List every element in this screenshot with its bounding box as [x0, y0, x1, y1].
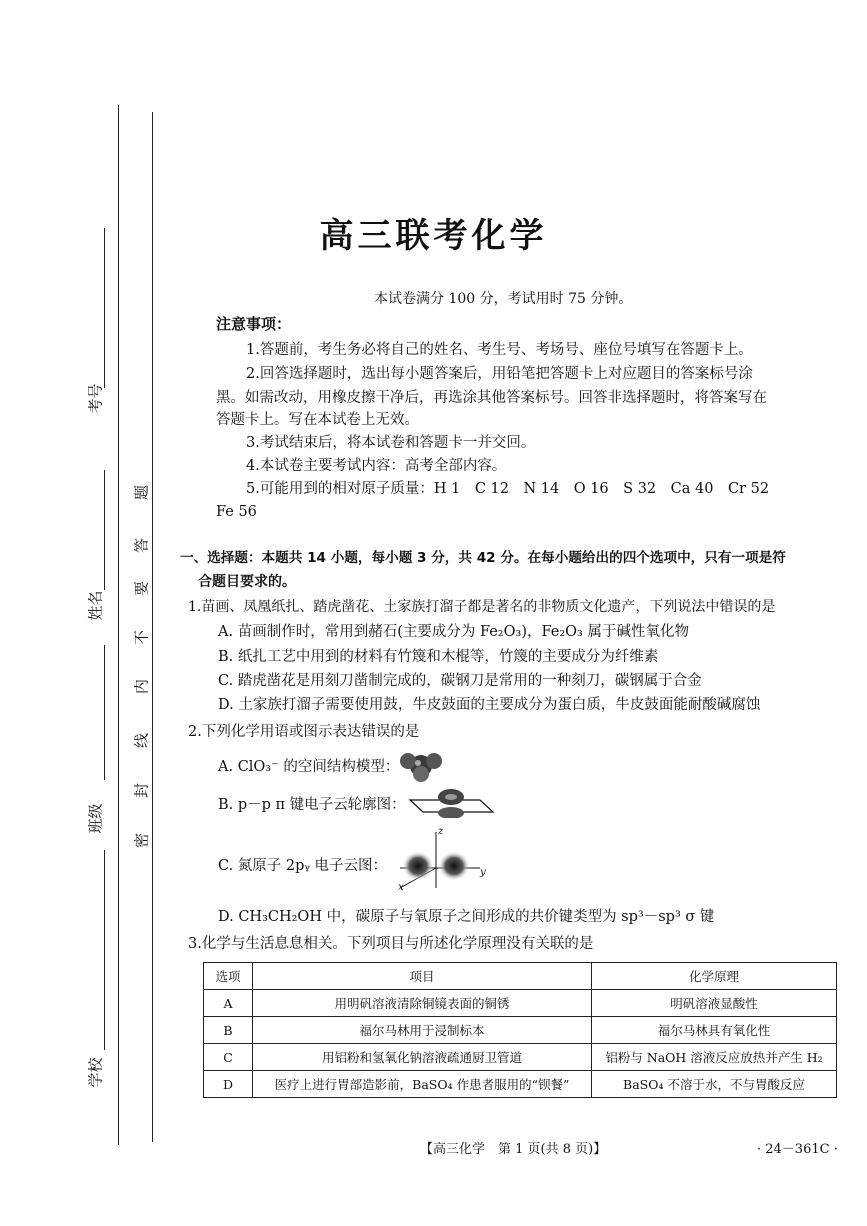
blank-line-school	[104, 850, 105, 1050]
pi-bond-orbital-image	[408, 788, 498, 818]
table-cell: 福尔马林用于浸制标本	[253, 1017, 592, 1044]
option-a: A. ClO₃⁻ 的空间结构模型：	[218, 759, 400, 775]
notes-item: 黑。如需改动，用橡皮擦干净后，再选涂其他答案标号。回答非选择题时，将答案写在	[216, 390, 767, 406]
axis-label-x: x	[398, 882, 404, 893]
blank-line-name	[104, 470, 105, 590]
table-row	[204, 1071, 837, 1098]
table-cell: 明矾溶液显酸性	[592, 990, 837, 1017]
footer-code: · 24－361C ·	[757, 1142, 838, 1157]
section-heading: 合题目要求的。	[198, 574, 296, 590]
notes-item: 4.本试卷主要考试内容：高考全部内容。	[246, 458, 507, 474]
table-cell: BaSO₄ 不溶于水，不与胃酸反应	[592, 1071, 837, 1098]
table-row	[204, 1017, 837, 1044]
notes-item: 1.答题前，考生务必将自己的姓名、考生号、考场号、座位号填写在答题卡上。	[246, 342, 753, 358]
table-cell: 福尔马林具有氧化性	[592, 1017, 837, 1044]
option-b: B. 纸扎工艺中用到的材料有竹篾和木棍等，竹篾的主要成分为纤维素	[218, 649, 659, 665]
table-cell: 医疗上进行胃部造影前，BaSO₄ 作患者服用的“钡餐”	[253, 1071, 592, 1098]
label-class: 班级	[86, 803, 105, 834]
question-stem: 2.下列化学用语或图示表达错误的是	[188, 724, 420, 740]
q3-table	[203, 962, 837, 1098]
seal-char: 题	[132, 485, 151, 501]
clo3-molecule-model	[398, 750, 444, 782]
binding-line-inner	[152, 112, 153, 1142]
table-cell: A	[204, 990, 253, 1017]
option-c: C. 踏虎凿花是用刻刀凿制完成的，碳钢刀是常用的一种刻刀，碳钢属于合金	[218, 673, 702, 689]
table-row	[204, 1044, 837, 1071]
axis-label-y: y	[480, 867, 486, 878]
option-b: B. p－p π 键电子云轮廓图：	[218, 797, 406, 813]
label-name: 姓名	[86, 590, 105, 621]
table-cell: 用铝粉和氢氧化钠溶液疏通厨卫管道	[253, 1044, 592, 1071]
question-stem: 3.化学与生活息息相关。下列项目与所述化学原理没有关联的是	[188, 936, 594, 952]
seal-char: 答	[132, 538, 151, 554]
section-heading: 一、选择题：本题共 14 小题，每小题 3 分，共 42 分。在每小题给出的四个选项中，只有一项是符	[180, 550, 786, 566]
table-cell: 用明矾溶液清除铜镜表面的铜锈	[253, 990, 592, 1017]
seal-char: 要	[132, 581, 151, 597]
seal-char: 内	[132, 679, 151, 695]
table-row	[204, 990, 837, 1017]
subtitle: 本试卷满分 100 分，考试用时 75 分钟。	[374, 291, 633, 307]
label-school: 学校	[86, 1057, 105, 1088]
option-d: D. CH₃CH₂OH 中，碳原子与氧原子之间形成的共价键类型为 sp³－sp³ σ 键	[218, 909, 715, 925]
notes-item: 3.考试结束后，将本试卷和答题卡一并交回。	[246, 435, 536, 451]
question-stem: 1.苗画、凤凰纸扎、踏虎凿花、土家族打溜子都是著名的非物质文化遗产，下列说法中错误的是	[188, 599, 776, 615]
table-cell: C	[204, 1044, 253, 1071]
notes-heading: 注意事项：	[216, 315, 292, 333]
table-header: 选项	[204, 963, 253, 990]
page-title: 高三联考化学	[319, 216, 548, 256]
label-exam-no: 考号	[86, 383, 105, 414]
notes-item: 答题卡上。写在本试卷上无效。	[216, 412, 419, 428]
option-a: A. 苗画制作时，常用到赭石(主要成分为 Fe₂O₃)，Fe₂O₃ 属于碱性氧化物	[218, 624, 689, 640]
seal-char: 密	[132, 833, 151, 849]
table-header: 化学原理	[592, 963, 837, 990]
table-header: 项目	[253, 963, 592, 990]
option-d: D. 土家族打溜子需要使用鼓，牛皮鼓面的主要成分为蛋白质，牛皮鼓面能耐酸碱腐蚀	[218, 697, 761, 713]
table-cell: 铝粉与 NaOH 溶液反应放热并产生 H₂	[592, 1044, 837, 1071]
seal-char: 封	[132, 783, 151, 799]
table-header-row	[204, 963, 837, 990]
option-c: C. 氮原子 2pᵧ 电子云图：	[218, 858, 387, 874]
binding-line-outer	[118, 105, 119, 1145]
notes-item: 2.回答选择题时，选出每小题答案后，用铅笔把答题卡上对应题目的答案标号涂	[246, 366, 753, 382]
seal-char: 不	[132, 630, 151, 646]
blank-line-class	[104, 645, 105, 780]
seal-char: 线	[132, 733, 151, 749]
axis-label-z: z	[438, 826, 444, 837]
notes-item: Fe 56	[216, 504, 257, 520]
footer-page-info: 【高三化学 第 1 页(共 8 页)】	[420, 1142, 607, 1157]
table-cell: B	[204, 1017, 253, 1044]
table-cell: D	[204, 1071, 253, 1098]
notes-item: 5.可能用到的相对原子质量：H 1 C 12 N 14 O 16 S 32 Ca 40 Cr 52	[246, 481, 770, 497]
